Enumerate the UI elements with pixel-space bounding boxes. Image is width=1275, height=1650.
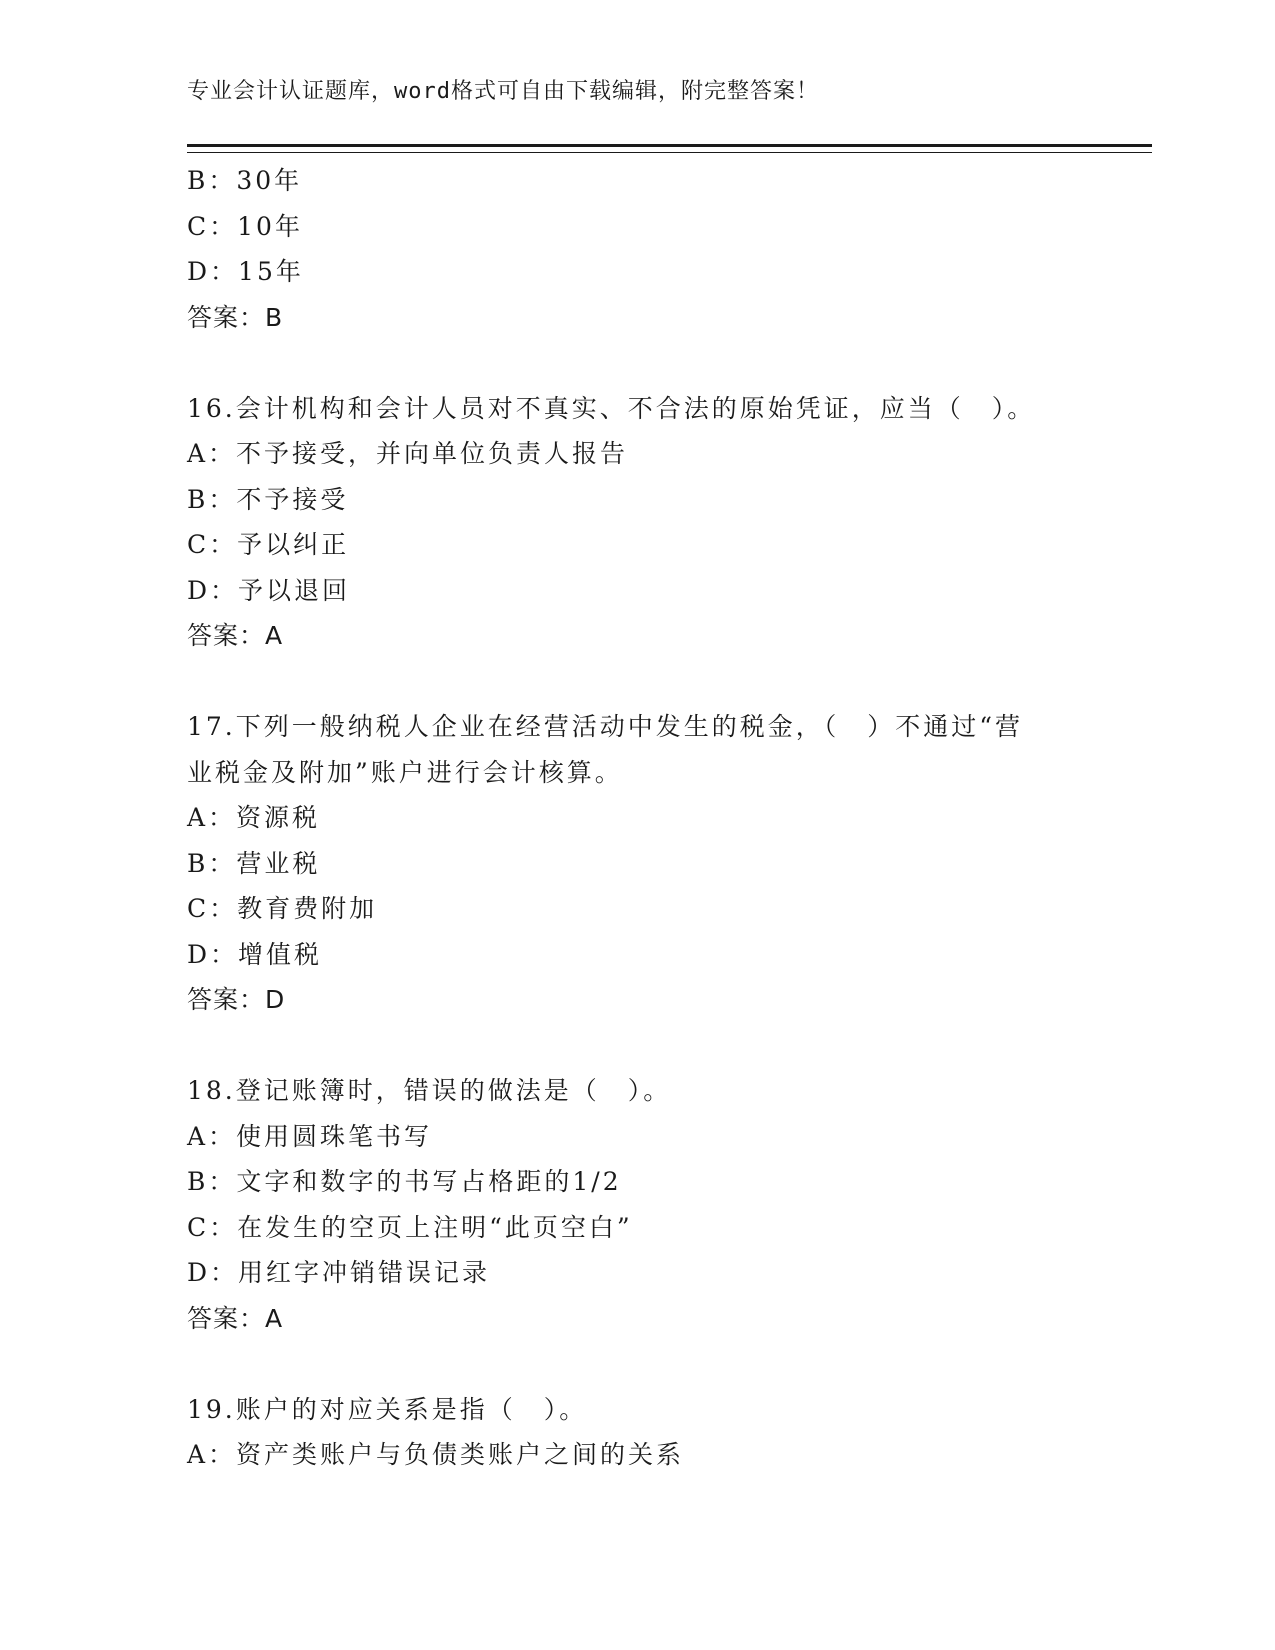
option-b: B：不予接受 xyxy=(187,484,349,514)
option-a: A：不予接受，并向单位负责人报告 xyxy=(187,439,629,468)
question-17 xyxy=(187,704,1087,1023)
page-header: 专业会计认证题库，word格式可自由下载编辑，附完整答案！ xyxy=(187,79,819,104)
option-c: C：在发生的空页上注明“此页空白” xyxy=(187,1212,633,1242)
answer-line: 答案：D xyxy=(187,985,286,1014)
option-b: B：文字和数字的书写占格距的1/2 xyxy=(187,1167,622,1196)
question-18 xyxy=(187,1068,1087,1341)
option-b: B：营业税 xyxy=(187,848,321,878)
option-d: D：用红字冲销错误记录 xyxy=(187,1258,491,1287)
question-stem-line-1: 17.下列一般纳税人企业在经营活动中发生的税金，（ ）不通过“营 xyxy=(187,712,1024,741)
option-d: D：增值税 xyxy=(187,939,323,969)
option-b: B：30年 xyxy=(187,166,303,195)
option-c: C：予以纠正 xyxy=(187,530,350,559)
header-divider xyxy=(187,144,1152,153)
question-stem: 16.会计机构和会计人员对不真实、不合法的原始凭证，应当（ ）。 xyxy=(187,393,1036,423)
answer-line: 答案：B xyxy=(187,302,284,332)
option-c: C：10年 xyxy=(187,211,303,241)
question-list xyxy=(187,158,1087,1478)
answer-line: 答案：A xyxy=(187,1303,284,1333)
option-c: C：教育费附加 xyxy=(187,894,378,923)
answer-line: 答案：A xyxy=(187,621,284,650)
question-19 xyxy=(187,1387,1087,1478)
option-d: D：予以退回 xyxy=(187,575,351,605)
question-stem: 18.登记账簿时，错误的做法是（ ）。 xyxy=(187,1076,672,1105)
option-a: A：资产类账户与负债类账户之间的关系 xyxy=(187,1440,685,1469)
option-a: A：使用圆珠笔书写 xyxy=(187,1121,433,1151)
option-d: D：15年 xyxy=(187,257,304,286)
question-stem-line-2: 业税金及附加”账户进行会计核算。 xyxy=(187,757,623,787)
option-a: A：资源税 xyxy=(187,803,321,832)
prev-question-block xyxy=(187,158,1087,340)
question-16 xyxy=(187,386,1087,659)
question-stem: 19.账户的对应关系是指（ ）。 xyxy=(187,1394,588,1424)
